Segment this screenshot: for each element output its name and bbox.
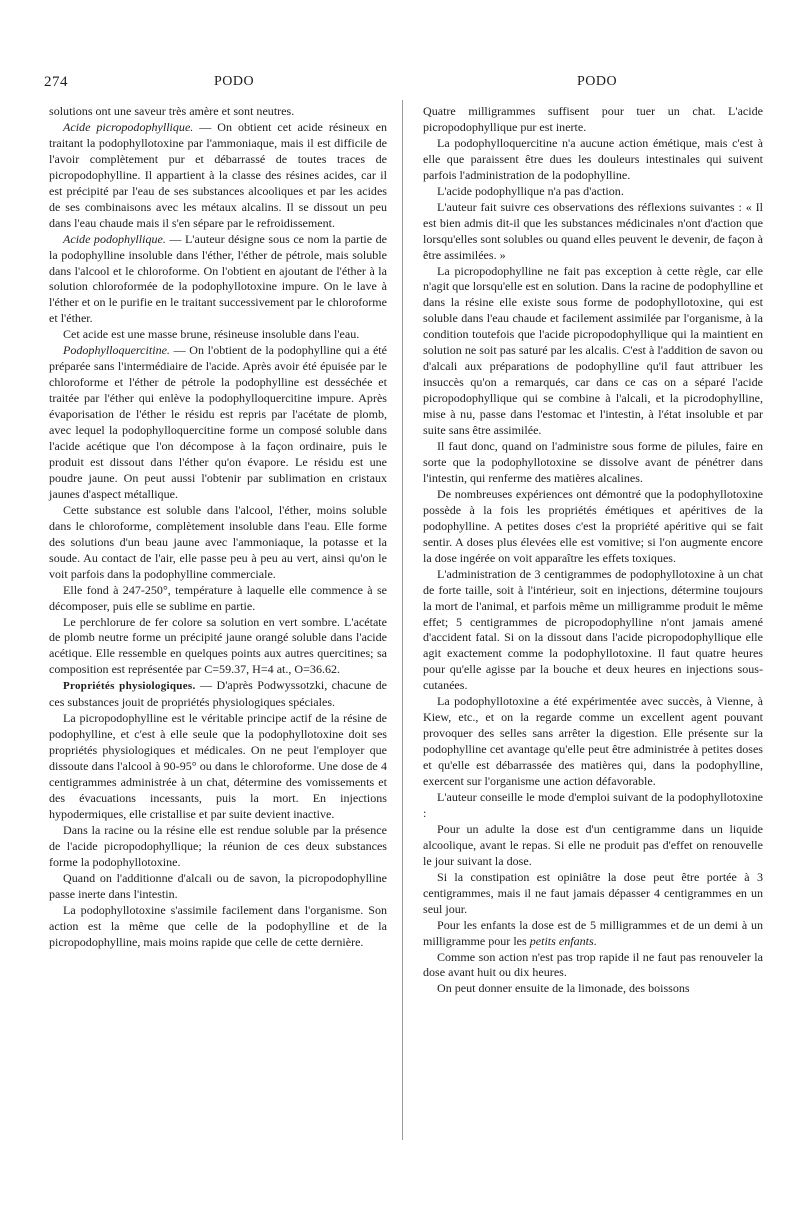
paragraph-text: . [593,933,597,948]
paragraph: Pour un adulte la dose est d'un centigramme dans un liquide alcoolique, avant le repas. Si elle ne produit pas d'effet on renouvelle le jour suivant la dose. [423,821,763,868]
section-term: Podophylloquercitine. [63,343,170,358]
section-heading: Propriétés physiologiques. [63,680,196,693]
paragraph: Cet acide est une masse brune, résineuse insoluble dans l'eau. [63,327,360,342]
page-header [0,74,800,94]
paragraph: L'administration de 3 centigrammes de podophyllotoxine à un chat de forte taille, soit à l'intérieur, soit en injections, détermine toujours la mort de l'animal, et parfois même un milligramme produit le même effet; 5 centigrammes de picropodophylline n'ont jamais amené d'accident fatal. Si on la dissout dans l'acide picropodophyllique elle agit exactement comme la podophyllotoxine. Il faut quatre heures pour qu'elle agisse par la bouche et deux heures en injections sous-cutanées. [423,566,763,693]
paragraph: L'acide podophyllique n'a pas d'action. [437,183,624,198]
paragraph: Quatre milligrammes suffisent pour tuer un chat. L'acide picropodophyllique pur est inerte. [423,104,763,134]
paragraph: Cette substance est soluble dans l'alcool, l'éther, moins soluble dans le chloroforme, complètement insoluble dans l'eau. Elle forme des solutions d'un beau jaune avec l'ammoniaque, la potasse et la soude. Au contact de l'air, elle passe peu à peu au vert, ainsi qu'on le voit parfois dans la podophylline commerciale. [49,502,387,581]
paragraph [423,918,763,950]
paragraph-text: — L'auteur désigne sous ce nom la partie de la podophylline insoluble dans l'éther, l'éther de pétrole, mais soluble dans l'alcool et le chloroforme. On l'obtient en ajoutant de l'éther à la solution chloroformée de la podophyllotoxine impure. On le lave à l'éther et on le purifie en le traitant successivement par le chloroforme et l'éther. [49,231,387,326]
paragraph [49,232,387,328]
right-column [423,104,763,997]
paragraph: L'auteur fait suivre ces observations des réflexions suivantes : « Il est bien admis dit-il que les substances médicinales n'ont d'action que lorsqu'elles sont solubles ou quand elles peuvent le devenir, de façon à être assimilées. » [423,199,763,262]
paragraph: Dans la racine ou la résine elle est rendue soluble par la présence de l'acide picropodophyllique; la réunion de ces deux substances forme la podophyllotoxine. [49,822,387,869]
section-term: Acide picropodophyllique. [63,119,194,134]
paragraph [49,678,387,711]
section-term: Acide podophyllique. [63,231,166,246]
paragraph: La podophyllotoxine s'assimile facilement dans l'organisme. Son action est la même que celle de la podophylline et de la picropodophylline, mais moins rapide que celle de cette dernière. [49,902,387,949]
paragraph-text: — D'après Podwyssotzki, chacune de ces substances jouit de propriétés physiologiques spéciales. [49,678,387,710]
paragraph: L'auteur conseille le mode d'emploi suivant de la podophyllotoxine : [423,789,763,820]
paragraph: La picropodophylline ne fait pas exception à cette règle, car elle n'agit que lorsqu'elle est en solution. Dans la racine de podophylline et dans la résine elle existe sous forme de podophyllotoxine, qui est soluble dans l'eau chaude et facilement assimilée par l'organisme, à la condition toutefois que l'acide picropodophyllique qui la maintient en solution ne soit pas saturé par les alcalis. C'est à l'addition de savon ou d'alcali aux préparations de podophylline qu'il faut attribuer les insuccès qu'on a remarqués, car dans ce cas on a séparé l'acide picropodophyllique qui se combine à l'alcali, et la picrodophylline, mise à nu, passe dans l'estomac et l'intestin, à l'état insoluble et par suite sans être assimilée. [423,263,763,438]
paragraph: solutions ont une saveur très amère et sont neutres. [49,104,295,118]
paragraph: La podophyllotoxine a été expérimentée avec succès, à Vienne, à Kiew, etc., et on la regarde comme un excellent agent pouvant provoquer des selles sans arrêter la digestion. Elle présente sur la podophylline cet avantage qu'elle peut être administrée à petites doses et qu'elle est débarrassée des matières qui, dans la podophylline, exercent sur l'organisme une action défavorable. [423,694,763,789]
left-column [49,104,387,951]
paragraph: Le perchlorure de fer colore sa solution en vert sombre. L'acétate de plomb neutre forme un précipité jaune orangé soluble dans l'acide acétique. Elle ressemble en quelques points aux autres quercitines; sa composition est représentée par C=59.37, H=4 at., O=36.62. [49,614,387,677]
paragraph-text: — On l'obtient de la podophylline qui a été préparée sans l'intermédiaire de l'acide. Après avoir été épuisée par le chloroforme et l'éther de pétrole la podophylline est desséchée et traitée par l'éther qui enlève la podophylloquercitine impure. Après évaporisation de l'éther le résidu est repris par l'acétate de plomb, avec lequel la podophylloquercitine forme un composé soluble dans l'acide acétique que l'on décompose à la façon ordinaire, puis le produit est dissout dans l'éther qu'on évapore. Le résidu est une poudre jaune. On peut aussi l'obtenir par sublimation en cristaux jaunes d'aspect métallique. [49,343,387,501]
paragraph: Elle fond à 247-250°, température à laquelle elle commence à se décomposer, puis elle se sublime en partie. [49,582,387,613]
page-number: 274 [44,74,68,90]
paragraph: Si la constipation est opiniâtre la dose peut être portée à 3 centigrammes, mais il ne faut jamais dépasser 4 centigrammes en un seul jour. [423,869,763,916]
paragraph: Comme son action n'est pas trop rapide il ne faut pas renouveler la dose avant huit ou dix heures. [423,949,763,980]
column-divider [402,100,403,1140]
running-head-left: PODO [214,74,255,89]
italic-phrase: petits enfants [529,933,594,948]
paragraph [49,120,387,232]
paragraph: On peut donner ensuite de la limonade, des boissons [437,981,690,996]
paragraph-text: — On obtient cet acide résineux en traitant la podophyllotoxine par l'ammoniaque, mais il est difficile de l'avoir complètement pur et débarrassé de toutes traces de picropodophylline. Il appartient à la classe des résines acides, car il est précipité par l'eau de ses substances alcooliques et par les acides de ses combinaisons avec les métaux alcalins. Il se dissout un peu dans l'eau chaude mais il s'en sépare par le refroidissement. [49,119,387,230]
paragraph-text: Pour les enfants la dose est de 5 milligrammes et de un demi à un milligramme pour les [423,917,763,948]
paragraph: La podophylloquercitine n'a aucune action émétique, mais c'est à elle que paraissent être dues les douleurs intestinales qui suivent parfois l'administration de la podophylline. [423,135,763,182]
paragraph: De nombreuses expériences ont démontré que la podophyllotoxine possède à la fois les propriétés émétiques et apéritives de la podophylline. A petites doses c'est la propriété apéritive qui se fait sentir. A doses plus élevées elle est vomitive; si l'on augmente encore la dose ingérée on voit apparaître les effets toxiques. [423,486,763,565]
running-head-right: PODO [577,74,618,89]
paragraph: Il faut donc, quand on l'administre sous forme de pilules, faire en sorte que la podophyllotoxine se dissolve avant de pénétrer dans l'intestin, qui renferme des matières alcalines. [423,439,763,485]
paragraph: La picropodophylline est le véritable principe actif de la résine de podophylline, et c'est à elle seule que la podophyllotoxine doit ses propriétés physiologiques et médicales. On ne peut l'employer que dissoute dans l'alcool à 90-95° ou dans le chloroforme. Une dose de 4 centigrammes administrée à un chat, détermine des vomissements et des évacuations incessants, puis la mort. En injections hypodermiques, elle cristallise et par suite devient inactive. [49,711,387,821]
paragraph [49,343,387,503]
paragraph: Quand on l'additionne d'alcali ou de savon, la picropodophylline passe inerte dans l'intestin. [49,870,387,901]
